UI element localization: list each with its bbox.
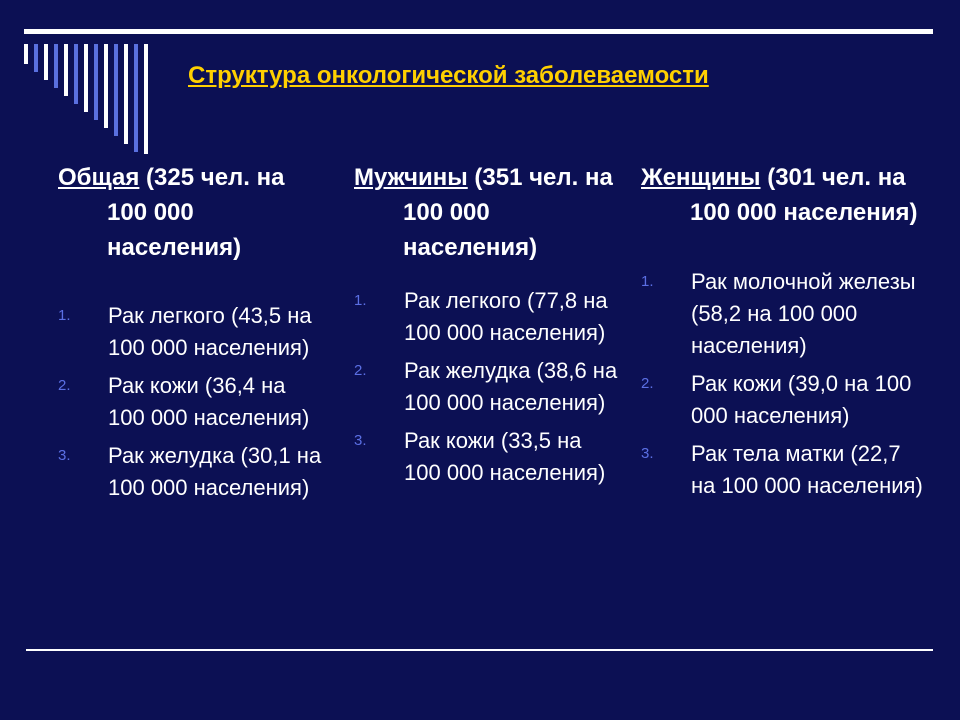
list-item-text: Рак кожи (33,5 на 100 000 населения) xyxy=(404,428,606,485)
list-item xyxy=(58,440,328,504)
list-item-text: Рак легкого (77,8 на 100 000 населения) xyxy=(404,288,608,345)
list-item xyxy=(354,285,624,349)
column-heading xyxy=(354,160,624,265)
list-item-text: Рак кожи (36,4 на 100 000 населения) xyxy=(108,373,310,430)
column-heading-detail: (301 чел. на 100 000 населения) xyxy=(690,164,918,226)
column-heading xyxy=(641,160,931,230)
column-women xyxy=(641,160,931,508)
list-item xyxy=(641,266,931,362)
column-heading-detail: (325 чел. на 100 000 населения) xyxy=(107,164,285,261)
list-item-text: Рак желудка (30,1 на 100 000 населения) xyxy=(108,443,322,500)
list-number: 3. xyxy=(58,447,71,464)
list-item xyxy=(354,425,624,489)
list-item xyxy=(58,370,328,434)
slide-title: Структура онкологической заболеваемости xyxy=(188,62,709,89)
column-total xyxy=(58,160,328,510)
list-item xyxy=(58,300,328,364)
ranking-list xyxy=(354,285,624,489)
column-heading-detail: (351 чел. на 100 000 населения) xyxy=(403,164,613,261)
list-number: 1. xyxy=(641,273,654,290)
list-number: 2. xyxy=(354,362,367,379)
bottom-rule xyxy=(26,649,933,651)
list-item-text: Рак желудка (38,6 на 100 000 населения) xyxy=(404,358,618,415)
ranking-list xyxy=(641,266,931,502)
column-heading-label: Общая xyxy=(58,164,140,191)
list-number: 2. xyxy=(641,375,654,392)
list-item xyxy=(641,368,931,432)
list-number: 2. xyxy=(58,377,71,394)
list-number: 3. xyxy=(354,432,367,449)
list-number: 1. xyxy=(354,292,367,309)
list-item xyxy=(354,355,624,419)
list-item xyxy=(641,438,931,502)
top-rule xyxy=(24,29,933,34)
column-heading xyxy=(58,160,328,265)
list-item-text: Рак молочной железы (58,2 на 100 000 населения) xyxy=(691,269,916,358)
column-heading-label: Женщины xyxy=(641,164,761,191)
list-number: 3. xyxy=(641,445,654,462)
list-item-text: Рак легкого (43,5 на 100 000 населения) xyxy=(108,303,312,360)
decorative-stripes xyxy=(24,44,164,154)
list-item-text: Рак тела матки (22,7 на 100 000 населения) xyxy=(691,441,923,498)
column-heading-label: Мужчины xyxy=(354,164,468,191)
list-number: 1. xyxy=(58,307,71,324)
column-men xyxy=(354,160,624,495)
list-item-text: Рак кожи (39,0 на 100 000 населения) xyxy=(691,371,912,428)
ranking-list xyxy=(58,300,328,504)
